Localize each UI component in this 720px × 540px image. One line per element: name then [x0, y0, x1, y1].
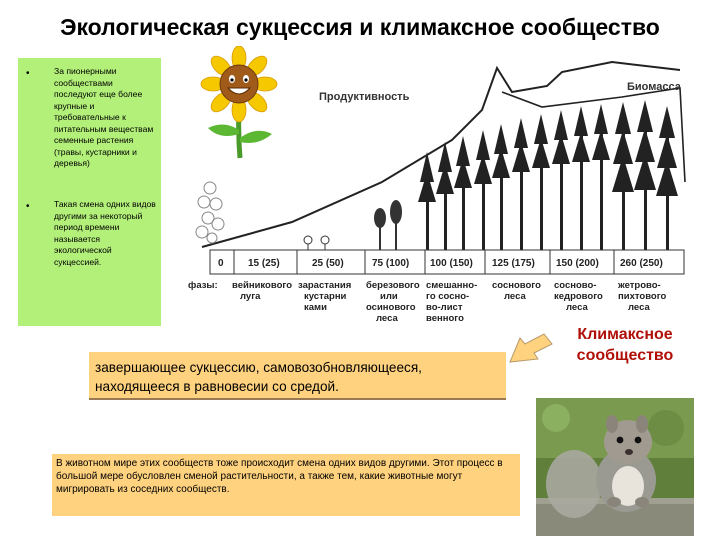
phase-line: го сосно- [426, 291, 470, 302]
phase-line: сосново- [554, 280, 597, 291]
phase-line: пихтового [618, 291, 667, 302]
phase-line: березового [366, 280, 420, 291]
productivity-label: Продуктивность [319, 91, 410, 103]
phase-line: кедрового [554, 291, 603, 302]
age-cell: 75 (100) [372, 258, 410, 269]
age-cell: 125 (175) [492, 258, 535, 269]
bullet-panel [18, 58, 161, 326]
phase-line: жетрово- [618, 280, 661, 291]
climax-label: Климаксное сообщество [576, 326, 674, 364]
bullet-marker: • [26, 68, 30, 79]
phase-line: зарастания [298, 280, 352, 291]
age-cell: 100 (150) [430, 258, 473, 269]
age-cell: 260 (250) [620, 258, 663, 269]
arrow-left-icon [508, 332, 554, 366]
animals-text: В животном мире этих сообществ тоже происходит смена одних видов другими. Этот процесс в большой мере обусловлен сменой растительности, а также тем, какие животные могут мигрировать из соседних сообществ. [56, 458, 503, 495]
phase-line: леса [628, 302, 650, 313]
phase-line: или [380, 291, 398, 302]
phase-line: смешанно- [426, 280, 478, 291]
biomass-label: Биомасса [627, 81, 681, 93]
bullet-text-succession: Такая смена одних видов другими за некоторый период времени называется экологической сукцессией. [54, 199, 156, 267]
climax-definition-text: завершающее сукцессию, самовозобновляющееся, находящееся в равновесии со средой. [95, 360, 422, 394]
phase-line: луга [240, 291, 261, 302]
age-cell: 150 (200) [556, 258, 599, 269]
phase-line: во-лист [426, 302, 463, 313]
bullet-text-pioneer: За пионерными сообществами последуют еще более крупные и требовательные к питательным веществам семенные растения (травы, кустарники и деревья) [54, 66, 154, 168]
animals-text-box [52, 454, 520, 516]
phase-line: кустарни [304, 291, 347, 302]
phase-line: вейникового [232, 280, 293, 291]
phase-line: леса [504, 291, 526, 302]
bullet-marker: • [26, 201, 30, 212]
phase-line: осинового [366, 302, 416, 313]
phase-line: венного [426, 313, 464, 324]
age-cell: 15 (25) [248, 258, 280, 269]
phase-line: ками [304, 302, 327, 313]
age-cell: 0 [218, 258, 224, 269]
phase-line: леса [566, 302, 588, 313]
age-cell: 25 (50) [312, 258, 344, 269]
phases-label: фазы: [188, 280, 218, 291]
squirrel-photo [536, 398, 694, 536]
phase-line: леса [376, 313, 398, 324]
climax-definition-box [89, 352, 506, 400]
phase-line: соснового [492, 280, 541, 291]
slide-title: Экологическая сукцессия и климаксное сообщество [60, 14, 660, 40]
succession-diagram [182, 52, 696, 330]
